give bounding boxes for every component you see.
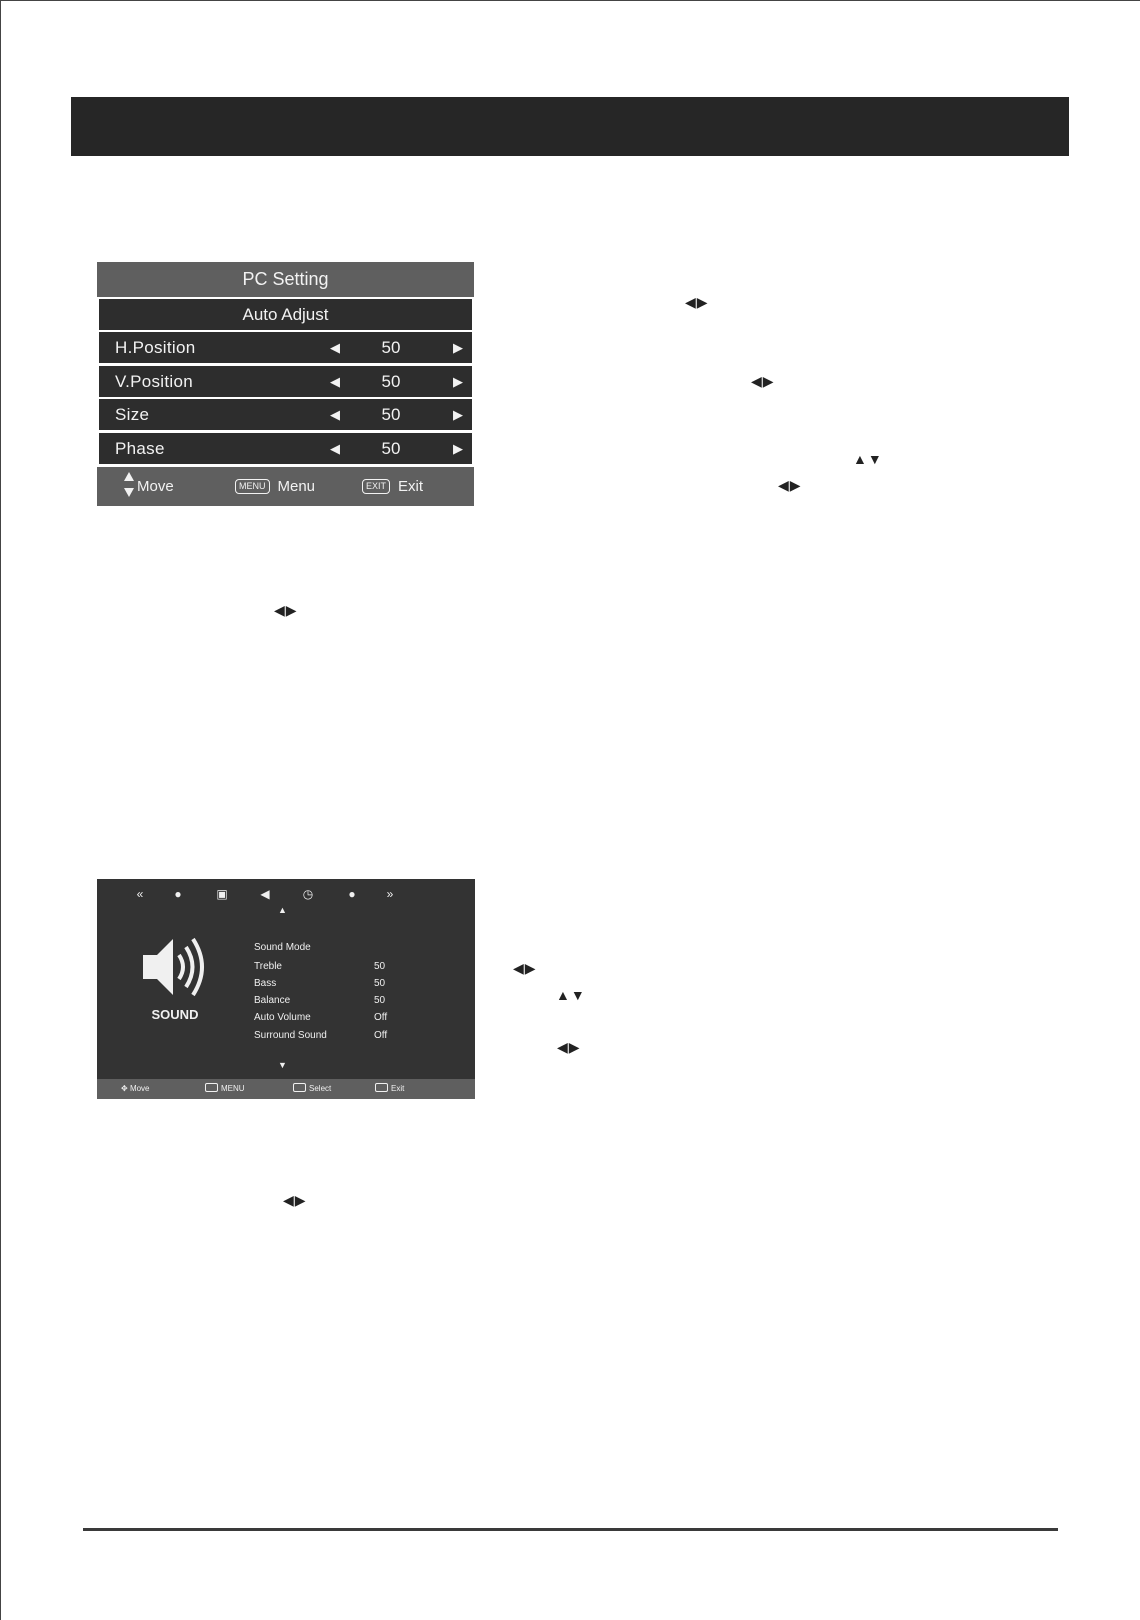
- menu-row-size[interactable]: [99, 399, 472, 430]
- exit-key-icon: [375, 1083, 388, 1092]
- left-right-arrows-icon: ◀▶: [685, 294, 709, 310]
- left-arrow-icon[interactable]: ◀: [330, 340, 340, 355]
- speaker-icon: [139, 931, 211, 1003]
- left-arrow-icon[interactable]: ◀: [330, 407, 340, 422]
- auto-adjust-label: Auto Adjust: [242, 305, 329, 324]
- menu-row-phase[interactable]: [99, 433, 472, 464]
- option-treble[interactable]: Treble 50: [254, 961, 386, 972]
- left-right-arrows-icon: ◀▶: [283, 1192, 307, 1208]
- scroll-down-icon[interactable]: ▼: [278, 1060, 287, 1070]
- section-header-bar: [71, 97, 1069, 156]
- right-arrow-icon[interactable]: ▶: [453, 374, 463, 389]
- left-right-arrows-icon: ◀▶: [778, 477, 802, 493]
- option-sound-mode[interactable]: Sound Mode: [254, 942, 311, 953]
- page-top-border: [0, 0, 1140, 1]
- screen-icon[interactable]: ▣: [216, 887, 228, 901]
- footer-menu-hint: MENU Menu: [235, 467, 315, 506]
- up-down-arrows-icon: ▲▼: [853, 451, 883, 467]
- picture-icon[interactable]: ●: [174, 887, 182, 901]
- page-left-border: [0, 0, 1, 1620]
- left-right-arrows-icon: ◀▶: [751, 373, 775, 389]
- option-bass[interactable]: Bass 50: [254, 978, 386, 989]
- menu-row-v-position[interactable]: [99, 366, 472, 397]
- menu-row-h-position[interactable]: [99, 332, 472, 363]
- left-arrow-icon[interactable]: ◀: [330, 374, 340, 389]
- left-right-arrows-icon: ◀▶: [557, 1039, 581, 1055]
- move-icon: ✥: [121, 1084, 130, 1093]
- menu-key-icon: MENU: [235, 479, 270, 494]
- row-value: 50: [381, 439, 401, 458]
- exit-key-icon: EXIT: [362, 479, 390, 494]
- clock-icon[interactable]: ◷: [302, 887, 314, 901]
- up-down-arrow-icon: [124, 472, 134, 498]
- option-surround-sound[interactable]: Surround Sound Off: [254, 1030, 388, 1041]
- footer-exit-hint: EXIT Exit: [362, 467, 423, 506]
- footer-move-hint: ✥ Move: [121, 1084, 150, 1093]
- pc-setting-title: PC Setting: [97, 262, 474, 297]
- right-arrow-icon[interactable]: ▶: [453, 340, 463, 355]
- row-value: 50: [381, 372, 401, 391]
- left-right-arrows-icon: ◀▶: [274, 602, 298, 618]
- footer-divider: [83, 1528, 1058, 1531]
- left-arrow-icon[interactable]: ◀: [330, 441, 340, 456]
- up-down-arrows-icon: ▲▼: [556, 987, 586, 1003]
- footer-menu-hint: MENU: [205, 1079, 245, 1099]
- menu-row-auto-adjust[interactable]: [99, 299, 472, 330]
- footer-exit-hint: Exit: [375, 1079, 404, 1099]
- row-label: Phase: [115, 439, 165, 458]
- left-right-arrows-icon: ◀▶: [513, 960, 537, 976]
- menu-category-bar: [97, 887, 475, 907]
- setup-icon[interactable]: ●: [348, 887, 356, 901]
- row-label: V.Position: [115, 372, 193, 391]
- sound-menu: [97, 879, 475, 1099]
- pc-setting-menu: [97, 262, 474, 506]
- footer-move-hint: Move: [124, 467, 174, 506]
- sound-caption: SOUND: [151, 1007, 199, 1022]
- footer-select-hint: Select: [293, 1079, 331, 1099]
- option-auto-volume[interactable]: Auto Volume Off: [254, 1012, 388, 1023]
- scroll-up-icon[interactable]: ▲: [278, 905, 287, 915]
- scroll-right-icon[interactable]: »: [386, 887, 394, 901]
- sound-footer: [97, 1079, 475, 1099]
- row-label: Size: [115, 405, 150, 424]
- right-arrow-icon[interactable]: ▶: [453, 407, 463, 422]
- ok-key-icon: [293, 1083, 306, 1092]
- row-label: H.Position: [115, 338, 196, 357]
- row-value: 50: [381, 405, 401, 424]
- option-balance[interactable]: Balance 50: [254, 995, 386, 1006]
- scroll-left-icon[interactable]: «: [136, 887, 144, 901]
- right-arrow-icon[interactable]: ▶: [453, 441, 463, 456]
- menu-key-icon: [205, 1083, 218, 1092]
- pc-setting-footer: [97, 467, 474, 506]
- row-value: 50: [381, 338, 401, 357]
- sound-icon[interactable]: ◀: [260, 887, 270, 901]
